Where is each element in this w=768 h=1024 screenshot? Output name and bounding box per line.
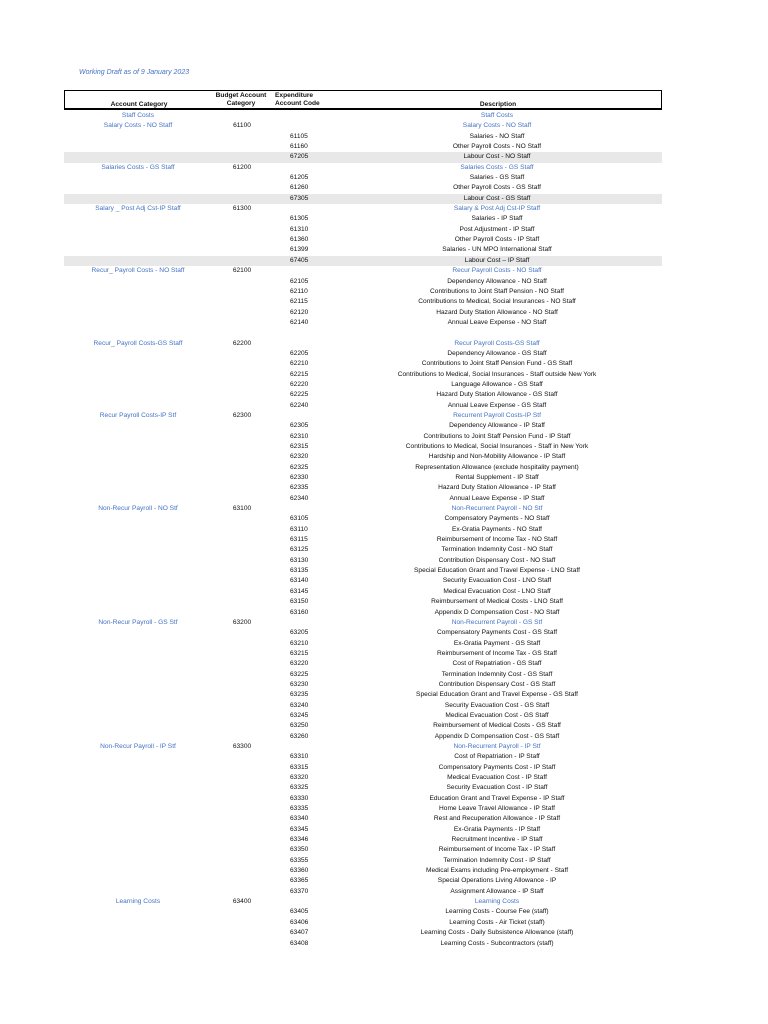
description-cell: Security Evacuation Cost - GS Staff xyxy=(444,701,550,709)
table-row xyxy=(64,380,662,390)
description-cell: Dependency Allowance - GS Staff xyxy=(447,349,547,357)
table-row xyxy=(64,773,662,783)
description-cell: Annual Leave Expense - NO Staff xyxy=(447,318,547,326)
account-code-cell: 63235 xyxy=(290,691,309,699)
description-cell: Learning Costs - Course Fee (staff) xyxy=(445,908,549,916)
description-cell: Education Grant and Travel Expense - IP Staff xyxy=(429,794,565,802)
table-row xyxy=(64,173,662,183)
description-cell: Cost of Repatriation - IP Staff xyxy=(454,753,540,761)
description-cell: Learning Costs - Air Ticket (staff) xyxy=(449,918,545,926)
account-code-cell: 63370 xyxy=(290,887,309,895)
description-cell: Non-Recurrent Payroll - GS Stf xyxy=(451,618,543,626)
description-cell: Appendix D Compensation Cost - NO Staff xyxy=(434,608,560,616)
table-row xyxy=(64,680,662,690)
description-cell: Dependency Allowance - NO Staff xyxy=(447,277,547,285)
description-cell: Termination Indemnity Cost - IP Staff xyxy=(443,856,551,864)
description-cell: Labour Cost – IP Staff xyxy=(464,256,530,264)
account-code-cell: 61205 xyxy=(290,174,309,182)
account-category-cell: Salary Costs - NO Staff xyxy=(103,122,173,130)
table-row xyxy=(64,711,662,721)
account-code-cell: 63150 xyxy=(290,598,309,606)
description-cell: Contributions to Joint Staff Pension - NO Staff xyxy=(430,287,564,295)
account-code-cell: 62205 xyxy=(290,349,309,357)
table-row xyxy=(64,432,662,442)
description-cell: Salaries Costs - GS Staff xyxy=(460,163,534,171)
account-code-cell: 62220 xyxy=(290,380,309,388)
account-code-cell: 63160 xyxy=(290,608,309,616)
table-row xyxy=(64,628,662,638)
table-row xyxy=(64,411,662,421)
description-cell: Ex-Gratia Payment - GS Staff xyxy=(453,639,541,647)
description-cell: Other Payroll Costs - IP Staff xyxy=(454,236,540,244)
account-code-cell: 63220 xyxy=(290,660,309,668)
account-code-cell: 63355 xyxy=(290,856,309,864)
table-row xyxy=(64,121,662,131)
table-row xyxy=(64,763,662,773)
table-row xyxy=(64,349,662,359)
table-row xyxy=(64,721,662,731)
description-cell: Learning Costs - Subcontractors (staff) xyxy=(440,939,554,947)
table-row xyxy=(64,183,662,193)
table-row xyxy=(64,752,662,762)
account-code-cell: 62140 xyxy=(290,318,309,326)
account-code-cell: 63140 xyxy=(290,577,309,585)
table-row xyxy=(64,566,662,576)
budget-category-cell: 61200 xyxy=(232,163,252,171)
account-code-cell: 63405 xyxy=(290,908,309,916)
table-row xyxy=(64,235,662,245)
table-row xyxy=(64,256,662,266)
table-row xyxy=(64,308,662,318)
description-cell: Contributions to Medical, Social Insurances - NO Staff xyxy=(418,298,576,306)
table-row xyxy=(64,918,662,928)
table-row xyxy=(64,494,662,504)
description-cell: Compensatory Payments - NO Staff xyxy=(444,515,550,523)
table-row xyxy=(64,690,662,700)
table-row xyxy=(64,587,662,597)
account-code-cell: 62320 xyxy=(290,453,309,461)
description-cell: Rental Supplement - IP Staff xyxy=(455,474,539,482)
table-row xyxy=(64,597,662,607)
table-row xyxy=(64,659,662,669)
table-row xyxy=(64,328,662,338)
table-row xyxy=(64,204,662,214)
table-row xyxy=(64,576,662,586)
description-cell: Home Leave Travel Allowance - IP Staff xyxy=(439,805,555,813)
account-category-cell: Recur_ Payroll Costs - NO Staff xyxy=(91,267,185,275)
account-code-cell: 67205 xyxy=(290,153,309,161)
table-row xyxy=(64,907,662,917)
description-cell: Dependency Allowance - IP Staff xyxy=(449,422,545,430)
budget-category-cell: 62100 xyxy=(232,267,252,275)
account-code-cell: 63240 xyxy=(290,701,309,709)
account-code-cell: 63250 xyxy=(290,722,309,730)
description-cell: Salary & Post Adj Cst-IP Staff xyxy=(453,205,541,213)
header-budget-line1: Budget Account xyxy=(215,92,267,99)
account-code-cell: 63408 xyxy=(290,939,309,947)
table-row xyxy=(64,152,662,162)
table-row xyxy=(64,618,662,628)
budget-category-cell: 63100 xyxy=(232,505,252,513)
description-cell: Non-Recurrent Payroll - NO Stf xyxy=(451,505,543,513)
description-cell: Other Payroll Costs - GS Staff xyxy=(453,184,541,192)
description-cell: Contributions to Medical, Social Insurances - Staff in New York xyxy=(405,443,589,450)
account-code-cell: 67405 xyxy=(290,256,309,264)
account-code-cell: 63335 xyxy=(290,805,309,813)
table-row xyxy=(64,452,662,462)
description-cell: Security Evacuation Cost - IP Staff xyxy=(446,784,548,792)
account-code-cell: 63145 xyxy=(290,587,309,595)
account-code-cell: 63310 xyxy=(290,753,309,761)
table-row xyxy=(64,814,662,824)
draft-note: Working Draft as of 9 January 2023 xyxy=(79,69,190,76)
description-cell: Representation Allowance (exclude hospitality payment) xyxy=(415,463,579,471)
description-cell: Learning Costs xyxy=(474,898,520,906)
account-code-cell: 62325 xyxy=(290,463,309,471)
description-cell: Reimbursement of Income Tax - IP Staff xyxy=(438,846,556,854)
account-category-cell: Non-Recur Payroll - NO Stf xyxy=(98,505,178,513)
account-code-cell: 62310 xyxy=(290,432,309,440)
account-category-cell: Salary _ Post Adj Cst-IP Staff xyxy=(95,205,181,213)
account-code-cell: 62110 xyxy=(290,287,308,295)
table-row xyxy=(64,514,662,524)
table-row xyxy=(64,670,662,680)
table-row xyxy=(64,649,662,659)
description-cell: Post Adjustment - IP Staff xyxy=(459,225,535,233)
table-row xyxy=(64,845,662,855)
description-cell: Contribution Dispensary Cost - GS Staff xyxy=(438,680,556,688)
table-row xyxy=(64,132,662,142)
description-cell: Special Education Grant and Travel Expense - GS Staff xyxy=(416,691,578,699)
table-row xyxy=(64,463,662,473)
header-account-category: Account Category xyxy=(110,101,168,108)
account-code-cell: 62105 xyxy=(290,277,309,285)
description-cell: Contribution Dispensary Cost - NO Staff xyxy=(438,556,556,564)
description-cell: Staff Costs xyxy=(480,112,514,119)
table-row xyxy=(64,287,662,297)
account-code-cell: 63315 xyxy=(290,763,309,771)
table-row xyxy=(64,225,662,235)
table-row xyxy=(64,245,662,255)
table-row xyxy=(64,163,662,173)
description-cell: Hazard Duty Station Allowance - NO Staff xyxy=(436,308,558,316)
account-code-cell: 62215 xyxy=(290,370,309,378)
table-row xyxy=(64,194,662,204)
description-cell: Rest and Recuperation Allowance - IP Staff xyxy=(433,815,561,823)
description-cell: Contributions to Joint Staff Pension Fund - IP Staff xyxy=(423,432,571,440)
description-cell: Recurrent Payroll Costs-IP Stf xyxy=(453,411,541,419)
table-row xyxy=(64,556,662,566)
budget-category-cell: 63400 xyxy=(232,898,252,906)
account-code-cell: 62120 xyxy=(290,308,309,316)
account-code-cell: 63350 xyxy=(290,846,309,854)
description-cell: Ex-Gratia Payments - NO Staff xyxy=(451,525,543,533)
account-category-cell: Staff Costs xyxy=(121,112,155,119)
description-cell: Salaries - UN MPO International Staff xyxy=(442,246,552,254)
table-row xyxy=(64,608,662,618)
table-row xyxy=(64,825,662,835)
description-cell: Reimbursement of Income Tax - NO Staff xyxy=(436,536,558,544)
description-cell: Compensatory Payments Cost - IP Staff xyxy=(438,763,556,771)
account-code-cell: 63230 xyxy=(290,680,309,688)
description-cell: Security Evacuation Cost - LNO Staff xyxy=(442,577,552,585)
table-row xyxy=(64,897,662,907)
account-code-cell: 62240 xyxy=(290,401,309,409)
description-cell: Salary Costs - NO Staff xyxy=(462,122,532,130)
account-code-cell: 62210 xyxy=(290,360,309,368)
account-code-cell: 63245 xyxy=(290,711,309,719)
account-code-cell: 62225 xyxy=(290,391,309,399)
table-row xyxy=(64,794,662,804)
description-cell: Medical Evacuation Cost - GS Staff xyxy=(445,711,549,719)
account-code-cell: 63210 xyxy=(290,639,309,647)
description-cell: Annual Leave Expense - GS Staff xyxy=(447,401,547,409)
table-row xyxy=(64,928,662,938)
account-code-cell: 63110 xyxy=(290,525,308,533)
account-code-cell: 63345 xyxy=(290,825,309,833)
account-code-cell: 61399 xyxy=(290,246,309,254)
description-cell: Recruitment Incentive - IP Staff xyxy=(451,836,543,844)
budget-category-cell: 62300 xyxy=(232,411,252,419)
table-row xyxy=(64,535,662,545)
table-row xyxy=(64,856,662,866)
account-code-cell: 62335 xyxy=(290,484,309,492)
table-row xyxy=(64,887,662,897)
table-row xyxy=(64,701,662,711)
description-cell: Contributions to Joint Staff Pension Fund - GS Staff xyxy=(421,360,573,368)
account-code-cell: 61105 xyxy=(290,132,308,140)
description-cell: Special Education Grant and Travel Expense - LNO Staff xyxy=(414,567,580,575)
description-cell: Ex-Gratia Payments - IP Staff xyxy=(453,825,541,833)
account-code-cell: 63346 xyxy=(290,836,309,844)
header-budget-line2: Category xyxy=(226,100,256,107)
account-code-cell: 61360 xyxy=(290,236,309,244)
description-cell: Recur Payroll Costs - NO Staff xyxy=(452,267,542,275)
account-code-cell: 67305 xyxy=(290,194,309,202)
header-description: Description xyxy=(479,101,517,108)
description-cell: Hazard Duty Station Allowance - GS Staff xyxy=(436,391,558,399)
account-code-cell: 63365 xyxy=(290,877,309,885)
description-cell: Reimbursement of Medical Costs - LNO Staff xyxy=(431,598,563,606)
table-row xyxy=(64,401,662,411)
account-code-cell: 61305 xyxy=(290,215,309,223)
table-row xyxy=(64,866,662,876)
description-cell: Salaries - GS Staff xyxy=(469,174,525,182)
account-code-cell: 63320 xyxy=(290,774,309,781)
table-row xyxy=(64,742,662,752)
table-row xyxy=(64,525,662,535)
description-cell: Medical Exams including Pre-employment - Staff xyxy=(425,867,569,875)
account-code-cell: 63325 xyxy=(290,784,309,792)
account-code-cell: 63105 xyxy=(290,515,309,523)
description-cell: Compensatory Payments Cost - GS Staff xyxy=(436,629,558,637)
description-cell: Appendix D Compensation Cost - GS Staff xyxy=(434,732,560,740)
account-code-cell: 63340 xyxy=(290,815,309,823)
description-cell: Contributions to Medical, Social Insurances - Staff outside New York xyxy=(397,370,597,378)
description-cell: Language Allowance - GS Staff xyxy=(451,380,543,388)
description-cell: Salaries - NO Staff xyxy=(469,132,525,140)
budget-category-cell: 61300 xyxy=(232,205,252,213)
account-code-cell: 63406 xyxy=(290,918,309,926)
table-row xyxy=(64,939,662,949)
table-row xyxy=(64,297,662,307)
account-table-body xyxy=(64,111,662,949)
description-cell: Cost of Repatriation - GS Staff xyxy=(452,660,542,668)
table-row xyxy=(64,442,662,452)
table-row xyxy=(64,473,662,483)
header-budget-account xyxy=(211,92,271,108)
table-row xyxy=(64,214,662,224)
description-cell: Labour Cost - GS Staff xyxy=(463,194,531,202)
account-code-cell: 63260 xyxy=(290,732,309,740)
account-code-cell: 63135 xyxy=(290,567,309,575)
budget-category-cell: 61100 xyxy=(233,122,251,130)
table-row xyxy=(64,421,662,431)
account-code-cell: 63130 xyxy=(290,556,309,564)
account-category-cell: Recur_ Payroll Costs-GS Staff xyxy=(93,339,183,347)
description-cell: Assignment Allowance - IP Staff xyxy=(450,887,544,895)
account-code-cell: 63125 xyxy=(290,546,309,554)
description-cell: Termination Indemnity Cost - NO Staff xyxy=(441,546,553,554)
description-cell: Annual Leave Expense - IP Staff xyxy=(449,494,545,502)
description-cell: Medical Evacuation Cost - LNO Staff xyxy=(443,587,551,595)
description-cell: Reimbursement of Income Tax - GS Staff xyxy=(437,649,557,657)
table-row xyxy=(64,370,662,380)
budget-category-cell: 63200 xyxy=(232,618,252,626)
table-row xyxy=(64,266,662,276)
account-code-cell: 63215 xyxy=(290,649,309,657)
table-row xyxy=(64,545,662,555)
table-row xyxy=(64,876,662,886)
account-code-cell: 62305 xyxy=(290,422,309,430)
description-cell: Termination Indemnity Cost - GS Staff xyxy=(441,670,553,678)
description-cell: Hardship and Non-Mobility Allowance - IP Staff xyxy=(428,453,566,461)
table-row xyxy=(64,732,662,742)
table-row xyxy=(64,835,662,845)
account-category-cell: Salaries Costs - GS Staff xyxy=(101,163,175,171)
table-row xyxy=(64,783,662,793)
account-code-cell: 61310 xyxy=(290,225,309,233)
budget-category-cell: 63300 xyxy=(232,742,252,750)
description-cell: Labour Cost - NO Staff xyxy=(463,153,531,161)
header-code-line1: Expenditure xyxy=(275,92,314,99)
account-category-cell: Non-Recur Payroll - GS Stf xyxy=(98,618,178,626)
account-code-cell: 63225 xyxy=(290,670,309,678)
account-category-cell: Learning Costs xyxy=(115,898,161,906)
table-row xyxy=(64,318,662,328)
description-cell: Special Operations Living Allowance - IP xyxy=(437,877,557,885)
budget-category-cell: 62200 xyxy=(232,339,252,347)
account-code-cell: 63115 xyxy=(290,536,308,544)
description-cell: Recur Payroll Costs-GS Staff xyxy=(454,339,540,347)
account-code-cell: 63205 xyxy=(290,629,309,637)
description-cell: Salaries - IP Staff xyxy=(471,215,523,223)
account-category-cell: Recur Payroll Costs-IP Stf xyxy=(99,411,177,419)
table-row xyxy=(64,111,662,121)
table-row xyxy=(64,504,662,514)
account-code-cell: 62315 xyxy=(290,443,309,450)
description-cell: Learning Costs - Daily Subsistence Allowance (staff) xyxy=(420,929,574,937)
header-code-line2: Account Code xyxy=(275,100,320,107)
description-cell: Non-Recurrent Payroll - IP Stf xyxy=(453,742,541,750)
table-row xyxy=(64,804,662,814)
account-category-cell: Non-Recur Payroll - IP Stf xyxy=(100,742,176,750)
account-code-cell: 63360 xyxy=(290,867,309,875)
account-code-cell: 63407 xyxy=(290,929,309,937)
table-row xyxy=(64,483,662,493)
account-code-cell: 62115 xyxy=(290,298,308,306)
account-code-cell: 63330 xyxy=(290,794,309,802)
account-code-cell: 61160 xyxy=(290,143,308,151)
table-row xyxy=(64,142,662,152)
description-cell: Hazard Duty Station Allowance - IP Staff xyxy=(438,484,556,492)
description-cell: Reimbursement of Medical Costs - GS Staff xyxy=(433,722,561,730)
account-code-cell: 61260 xyxy=(290,184,309,192)
description-cell: Other Payroll Costs - NO Staff xyxy=(452,143,542,151)
account-code-cell: 62330 xyxy=(290,474,309,482)
table-row xyxy=(64,359,662,369)
account-code-cell: 62340 xyxy=(290,494,309,502)
table-row xyxy=(64,339,662,349)
description-cell: Medical Evacuation Cost - IP Staff xyxy=(447,774,547,781)
table-row xyxy=(64,639,662,649)
table-header xyxy=(64,90,662,110)
table-row xyxy=(64,277,662,287)
table-row xyxy=(64,390,662,400)
